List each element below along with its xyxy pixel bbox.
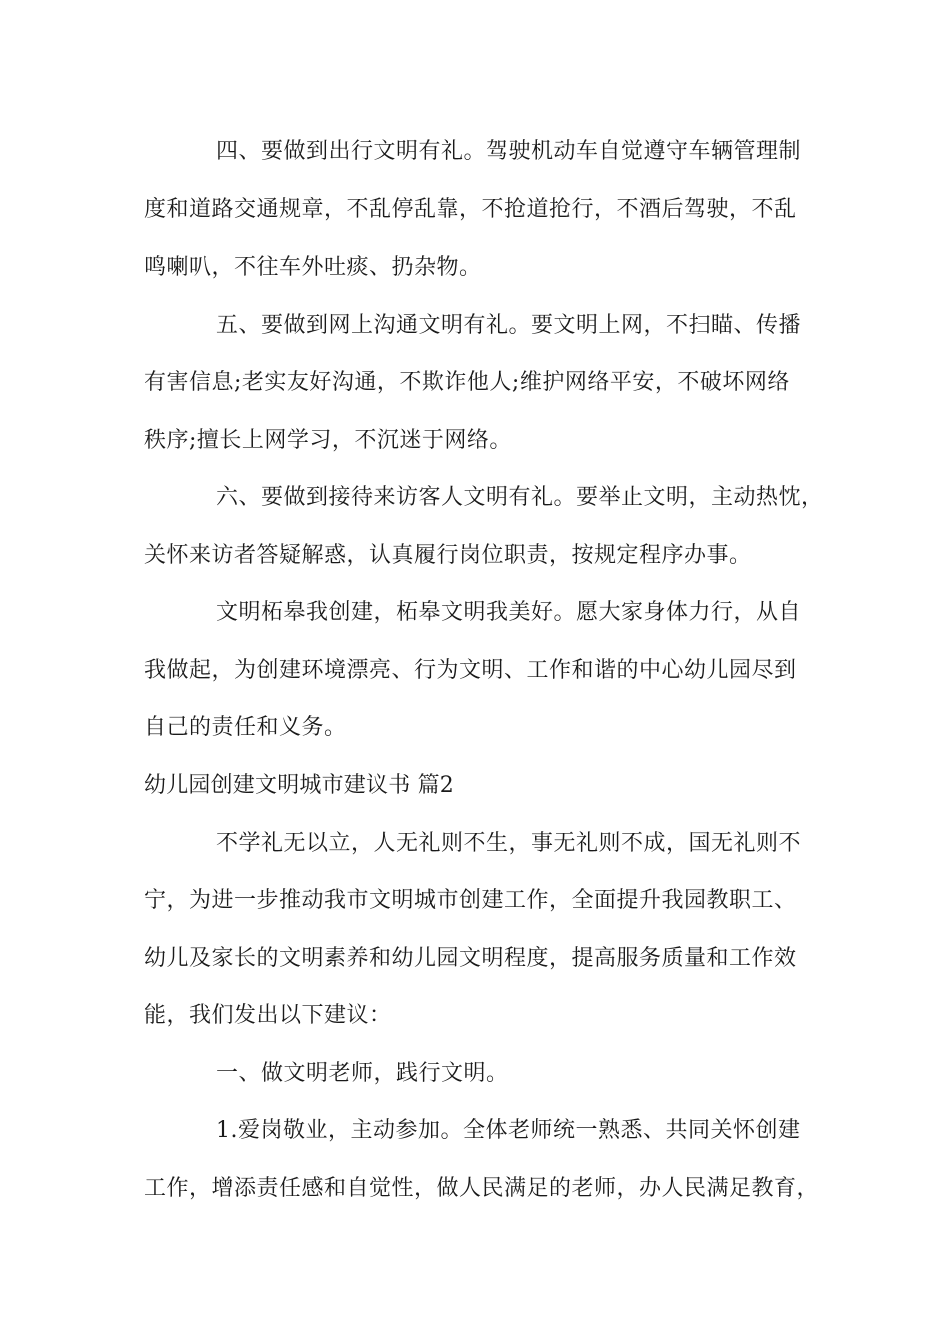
- section-heading: 幼儿园创建文明城市建议书 篇2: [144, 773, 454, 798]
- paragraph-5-line-3: 秩序;擅长上网学习，不沉迷于网络。: [144, 428, 512, 453]
- item-1-line-1: 1.爱岗敬业，主动参加。全体老师统一熟悉、共同关怀创建: [216, 1118, 801, 1143]
- paragraph-5-line-1: 五、要做到网上沟通文明有礼。要文明上网，不扫瞄、传播: [216, 313, 802, 338]
- intro-paragraph-line-1: 不学礼无以立，人无礼则不生，事无礼则不成，国无礼则不: [216, 831, 802, 856]
- intro-paragraph-line-3: 幼儿及家长的文明素养和幼儿园文明程度，提高服务质量和工作效: [144, 946, 797, 971]
- intro-paragraph-line-4: 能，我们发出以下建议：: [144, 1003, 392, 1028]
- paragraph-4-line-1: 四、要做到出行文明有礼。驾驶机动车自觉遵守车辆管理制: [216, 139, 802, 164]
- paragraph-4-line-3: 鸣喇叭，不往车外吐痰、扔杂物。: [144, 255, 482, 280]
- subsection-heading: 一、做文明老师，践行文明。: [216, 1061, 509, 1086]
- intro-paragraph-line-2: 宁，为进一步推动我市文明城市创建工作，全面提升我园教职工、: [144, 888, 797, 913]
- closing-paragraph-line-3: 自己的责任和义务。: [144, 715, 347, 740]
- closing-paragraph-line-1: 文明柘皋我创建，柘皋文明我美好。愿大家身体力行，从自: [216, 600, 802, 625]
- item-1-line-2: 工作，增添责任感和自觉性，做人民满足的老师，办人民满足教育，: [144, 1176, 820, 1201]
- paragraph-6-line-2: 关怀来访者答疑解惑，认真履行岗位职责，按规定程序办事。: [144, 543, 752, 568]
- closing-paragraph-line-2: 我做起，为创建环境漂亮、行为文明、工作和谐的中心幼儿园尽到: [144, 658, 797, 683]
- paragraph-6-line-1: 六、要做到接待来访客人文明有礼。要举止文明，主动热忱，: [216, 485, 824, 510]
- paragraph-4-line-2: 度和道路交通规章，不乱停乱靠，不抢道抢行，不酒后驾驶，不乱: [144, 197, 797, 222]
- paragraph-5-line-2: 有害信息;老实友好沟通，不欺诈他人;维护网络平安，不破坏网络: [144, 370, 790, 395]
